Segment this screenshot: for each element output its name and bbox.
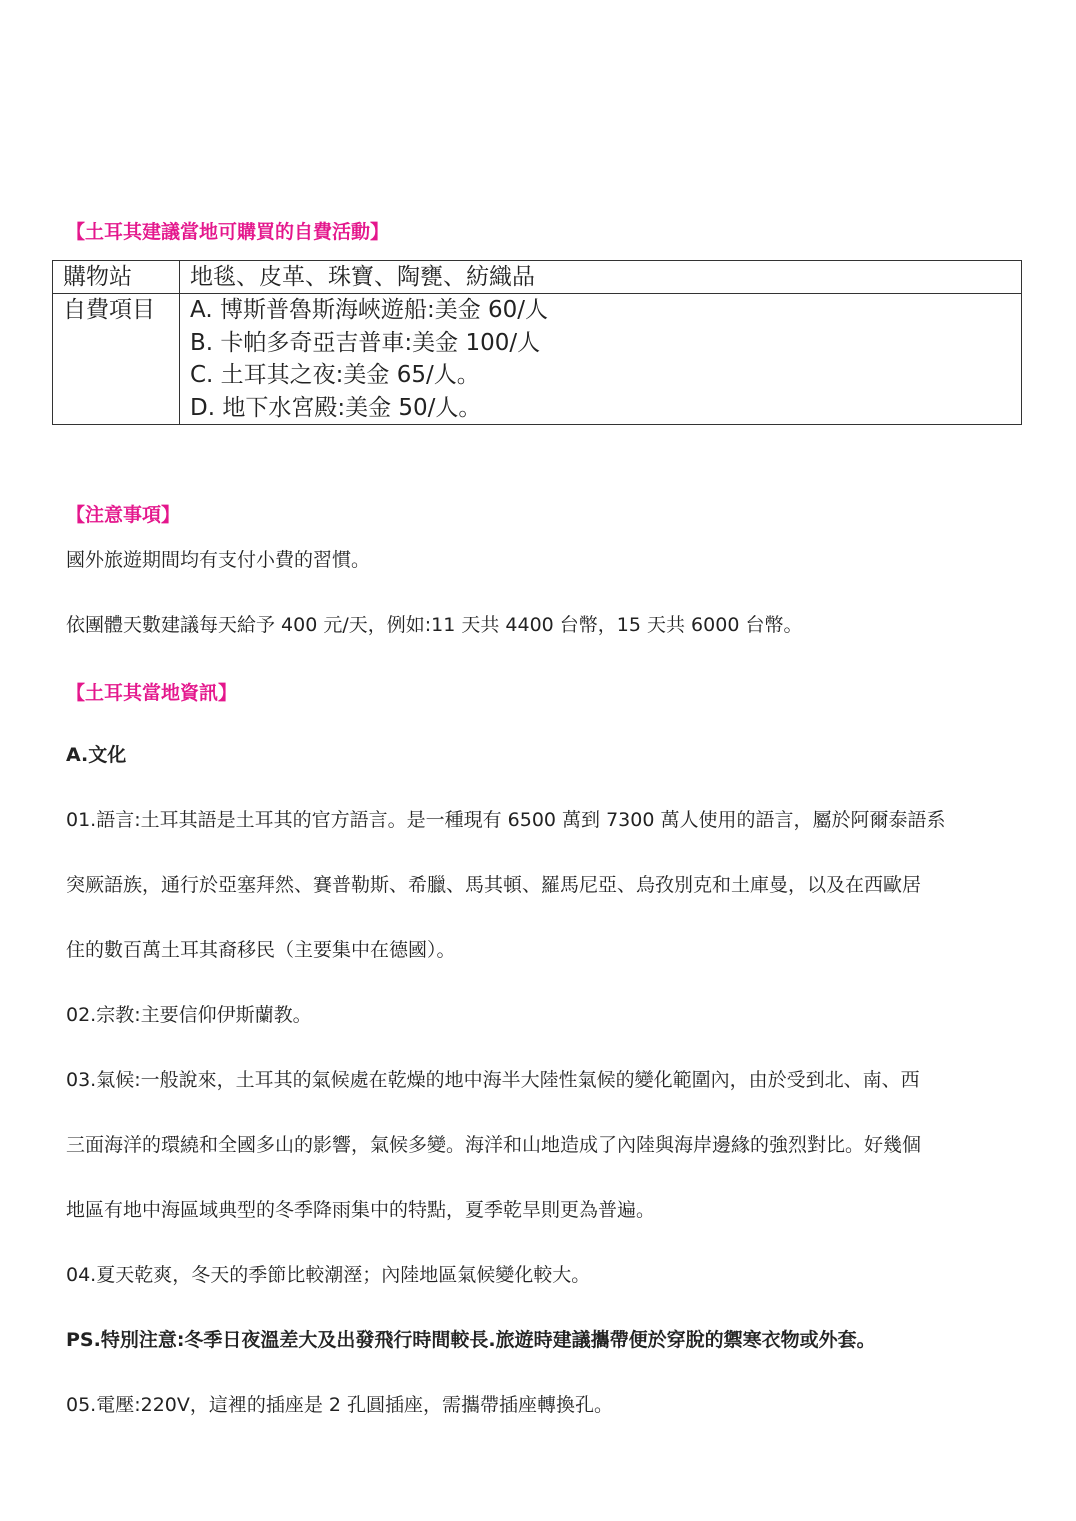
info-line: 突厥語族，通行於亞塞拜然、賽普勒斯、希臘、馬其頓、羅馬尼亞、烏孜別克和土庫曼，以及在西歐居 <box>66 874 922 896</box>
info-line: 01.語言:土耳其語是土耳其的官方語言。是一種現有 6500 萬到 7300 萬人使用的語言，屬於阿爾泰語系 <box>66 809 946 831</box>
shopping-table <box>52 260 1022 425</box>
info-line: 04.夏天乾爽，冬天的季節比較潮溼；內陸地區氣候變化較大。 <box>66 1264 591 1286</box>
optional-item: A. 博斯普魯斯海峽遊船:美金 60/人 <box>190 297 549 323</box>
table-cell-value: 地毯、皮革、珠寶、陶甕、紡織品 <box>180 261 1022 294</box>
info-line: 05.電壓:220V，這裡的插座是 2 孔圓插座，需攜帶插座轉換孔。 <box>66 1394 614 1416</box>
culture-subheading: A.文化 <box>66 744 127 766</box>
info-line: 02.宗教:主要信仰伊斯蘭教。 <box>66 1004 312 1026</box>
special-notice-line: PS.特別注意:冬季日夜溫差大及出發飛行時間較長.旅遊時建議攜帶便於穿脫的禦寒衣物或外套。 <box>66 1329 876 1351</box>
notice-paragraph: 國外旅遊期間均有支付小費的習慣。 <box>66 549 371 571</box>
notice-paragraph: 依團體天數建議每天給予 400 元/天，例如:11 天共 4400 台幣，15 天共 6000 台幣。 <box>66 614 803 636</box>
optional-item: B. 卡帕多奇亞吉普車:美金 100/人 <box>190 329 541 356</box>
info-line: 03.氣候:一般說來，土耳其的氣候處在乾燥的地中海半大陸性氣候的變化範圍內，由於受到北、南、西 <box>66 1069 920 1091</box>
table-cell-items <box>180 294 1022 425</box>
info-line: 住的數百萬土耳其裔移民（主要集中在德國）。 <box>66 939 456 961</box>
table-cell-label: 購物站 <box>53 261 180 294</box>
table-cell-label: 自費項目 <box>53 294 180 425</box>
optional-item: C. 土耳其之夜:美金 65/人。 <box>190 362 480 388</box>
notice-heading: 【注意事項】 <box>66 504 181 526</box>
info-line: 三面海洋的環繞和全國多山的影響，氣候多變。海洋和山地造成了內陸與海岸邊緣的強烈對比。好幾個 <box>66 1134 922 1156</box>
info-line: 地區有地中海區域典型的冬季降雨集中的特點，夏季乾旱則更為普遍。 <box>66 1199 656 1221</box>
shopping-heading: 【土耳其建議當地可購買的自費活動】 <box>66 221 390 243</box>
local-info-heading: 【土耳其當地資訊】 <box>66 682 238 704</box>
table-row <box>53 261 1022 294</box>
table-row <box>53 294 1022 425</box>
optional-item: D. 地下水宮殿:美金 50/人。 <box>190 394 482 421</box>
